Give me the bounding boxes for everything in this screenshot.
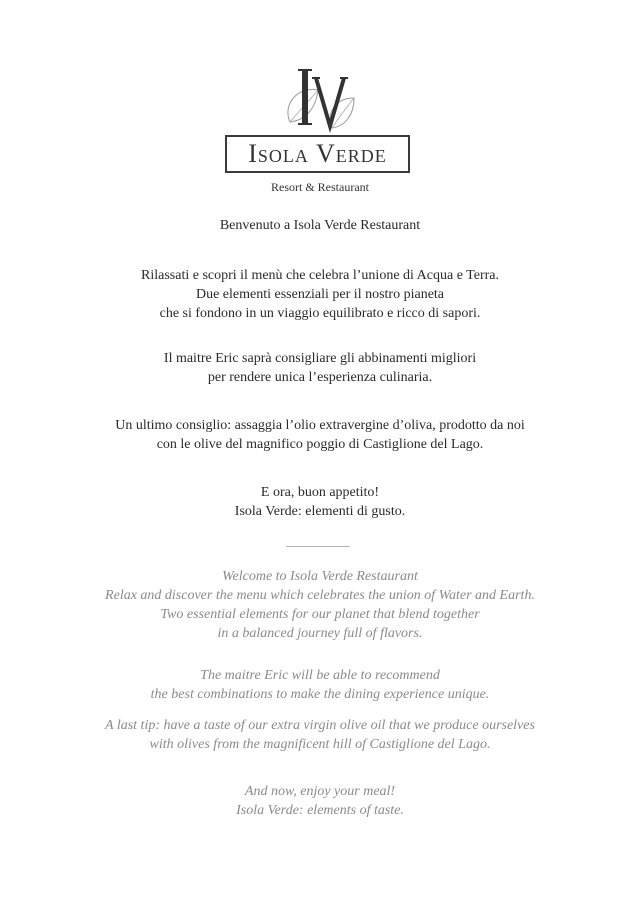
italian-welcome: [0, 216, 640, 235]
text-line: Due elementi essenziali per il nostro pianeta: [195, 287, 445, 302]
text-line: con le olive del magnifico poggio di Castiglione del Lago.: [156, 437, 484, 452]
text-line: per rendere unica l’esperienza culinaria.: [207, 370, 433, 385]
text-line: the best combinations to make the dining experience unique.: [150, 687, 490, 702]
logo-monogram: [0, 64, 640, 134]
text-line: Rilassati e scopri il menù che celebra l’unione di Acqua e Terra.: [141, 268, 499, 283]
text-line: Two essential elements for our planet that blend together: [160, 607, 480, 622]
text-line: Welcome to Isola Verde Restaurant: [222, 569, 418, 584]
text-line: with olives from the magnificent hill of Castiglione del Lago.: [149, 737, 491, 752]
text-line: che si fondono in un viaggio equilibrato e ricco di sapori.: [159, 306, 481, 321]
text-line: Il maitre Eric saprà consigliare gli abbinamenti migliori: [163, 351, 477, 366]
english-paragraph-3: [0, 716, 640, 754]
english-paragraph-2: [0, 666, 640, 704]
text-line: A last tip: have a taste of our extra virgin olive oil that we produce ourselves: [105, 718, 535, 733]
italian-welcome-line: Benvenuto a Isola Verde Restaurant: [219, 218, 421, 233]
leaf-monogram-icon: [260, 64, 380, 134]
english-paragraph-1: [0, 567, 640, 643]
text-line: The maitre Eric will be able to recommend: [200, 668, 440, 683]
italian-paragraph-4: [0, 483, 640, 521]
text-line: And now, enjoy your meal!: [244, 784, 396, 799]
text-line: Isola Verde: elementi di gusto.: [234, 504, 406, 519]
text-line: in a balanced journey full of flavors.: [217, 626, 423, 641]
text-line: Un ultimo consiglio: assaggia l’olio extravergine d’oliva, prodotto da noi: [115, 418, 525, 433]
italian-paragraph-1: [0, 266, 640, 323]
text-line: Relax and discover the menu which celebrates the union of Water and Earth.: [105, 588, 535, 603]
italian-paragraph-3: [0, 416, 640, 454]
brand-name-frame: [225, 135, 410, 173]
brand-name: Isola Verde: [248, 139, 387, 168]
english-paragraph-4: [0, 782, 640, 820]
italian-paragraph-2: [0, 349, 640, 387]
text-line: Isola Verde: elements of taste.: [236, 803, 404, 818]
brand-tagline: Resort & Restaurant: [271, 180, 369, 194]
section-divider: [286, 546, 350, 547]
text-line: E ora, buon appetito!: [260, 485, 380, 500]
